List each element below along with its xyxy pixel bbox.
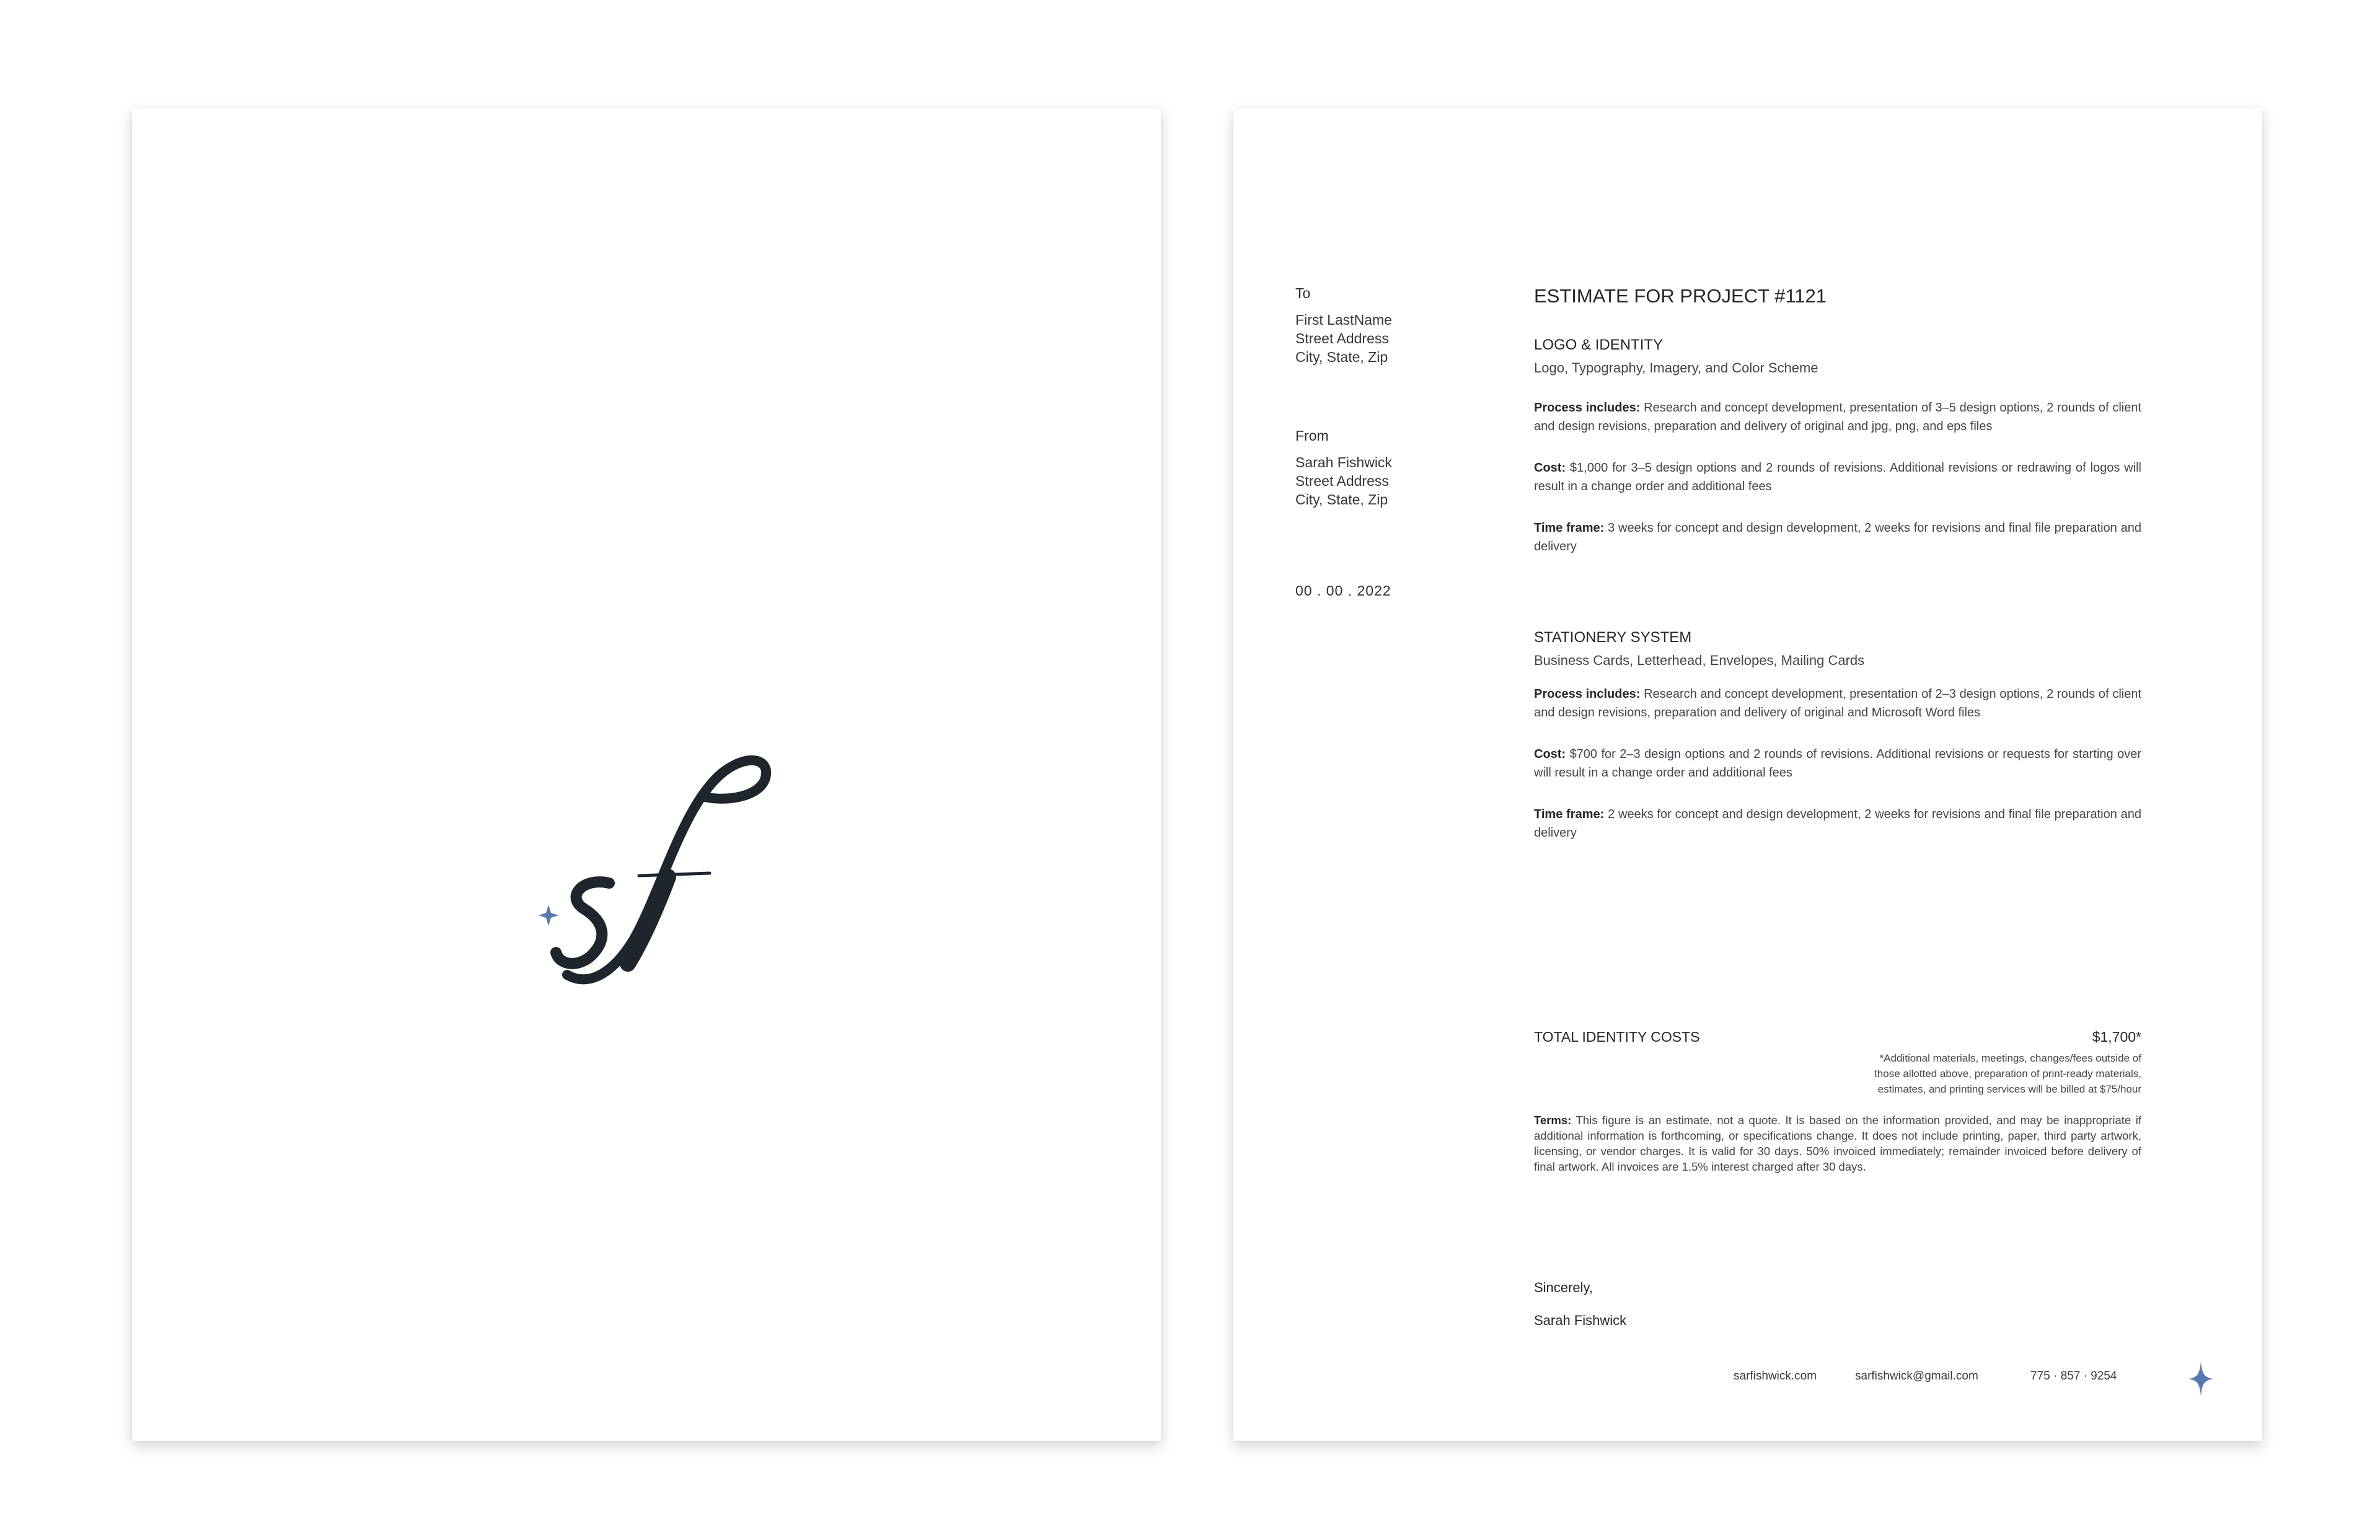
sparkle-star-icon [539, 905, 558, 926]
sender-street: Street Address [1295, 473, 1389, 489]
footer-phone: 775 · 857 · 9254 [2030, 1370, 2117, 1383]
item-label: Cost: [1534, 461, 1566, 475]
item-text: $1,000 for 3–5 design options and 2 rounds of revisions. Additional revisions or redrawing of logos will result in a change order and additional fees [1534, 461, 2141, 493]
total-footnote [1794, 1050, 2141, 1097]
recipient-address [1295, 310, 1531, 366]
footnote-line: *Additional materials, meetings, changes/fees outside of [1879, 1052, 2141, 1064]
section-subtitle: Logo, Typography, Imagery, and Color Scheme [1534, 360, 1818, 376]
recipient-block [1295, 285, 1531, 366]
sender-block [1295, 428, 1531, 509]
total-row [1534, 1029, 2141, 1045]
terms-paragraph [1534, 1112, 2141, 1174]
section-stationery-system [1534, 629, 2141, 669]
section-item [1534, 745, 2141, 782]
section-item [1534, 519, 2141, 556]
estimate-body [1534, 285, 2142, 1328]
letter-page [1233, 108, 2262, 1441]
recipient-street: Street Address [1295, 330, 1389, 346]
recipient-name: First LastName [1295, 312, 1392, 328]
total-label: TOTAL IDENTITY COSTS [1534, 1029, 1700, 1045]
item-label: Time frame: [1534, 521, 1605, 535]
sparkle-star-icon [2188, 1360, 2214, 1397]
sender-city: City, State, Zip [1295, 491, 1388, 508]
item-text: $700 for 2–3 design options and 2 rounds of revisions. Additional revisions or requests for starting over will result in a change order and additional fees [1534, 747, 2142, 780]
section-title: LOGO & IDENTITY [1534, 337, 1664, 353]
item-text: 3 weeks for concept and design development, 2 weeks for revisions and final file preparation and delivery [1534, 521, 2141, 553]
estimate-title: ESTIMATE FOR PROJECT #1121 [1534, 285, 1827, 307]
section-item [1534, 459, 2141, 496]
total-amount: $1,700* [2092, 1029, 2141, 1045]
footnote-line: those allotted above, preparation of print-ready materials, [1874, 1068, 2141, 1080]
section-item [1534, 805, 2141, 842]
sf-monogram-icon [535, 679, 857, 988]
closing: Sincerely, [1534, 1280, 1593, 1295]
section-item [1534, 398, 2141, 436]
item-label: Cost: [1534, 747, 1566, 761]
section-title: STATIONERY SYSTEM [1534, 629, 1692, 646]
item-text: Research and concept development, presentation of 2–3 design options, 2 rounds of client and design revisions, preparation and delivery of original and Microsoft Word files [1534, 687, 2142, 719]
item-text: 2 weeks for concept and design development, 2 weeks for revisions and final file preparation and delivery [1534, 807, 2141, 840]
item-label: Process includes: [1534, 401, 1641, 415]
section-item [1534, 685, 2141, 722]
item-label: Process includes: [1534, 687, 1641, 701]
to-label: To [1295, 285, 1311, 301]
letter-date: 00 . 00 . 2022 [1295, 583, 1391, 599]
section-subtitle: Business Cards, Letterhead, Envelopes, Mailing Cards [1534, 653, 1865, 668]
recipient-city: City, State, Zip [1295, 349, 1388, 365]
item-text: Research and concept development, presentation of 3–5 design options, 2 rounds of client and design revisions, preparation and delivery of original and jpg, png, and eps files [1534, 401, 2142, 433]
cover-page [132, 108, 1161, 1441]
sender-name: Sarah Fishwick [1295, 454, 1392, 470]
footer-email: sarfishwick@gmail.com [1855, 1370, 1978, 1383]
terms-text: This figure is an estimate, not a quote. It is based on the information provided, and may be inappropriate if additional information is forthcoming, or specifications change. It does not include printing, paper, third party artwork, licensing, or vendor charges. It is valid for 30 days. 50% invoiced immediately; remainder invoiced before delivery of final artwork. All invoices are 1.5% interest charged after 30 days. [1534, 1114, 2141, 1173]
signature-name: Sarah Fishwick [1534, 1313, 1627, 1328]
footnote-line: estimates, and printing services will be billed at $75/hour [1877, 1083, 2141, 1095]
item-label: Time frame: [1534, 807, 1605, 821]
sender-address [1295, 453, 1531, 509]
from-label: From [1295, 428, 1329, 444]
section-logo-identity [1534, 337, 2141, 376]
terms-label: Terms: [1534, 1114, 1572, 1127]
footer-website: sarfishwick.com [1734, 1370, 1817, 1383]
